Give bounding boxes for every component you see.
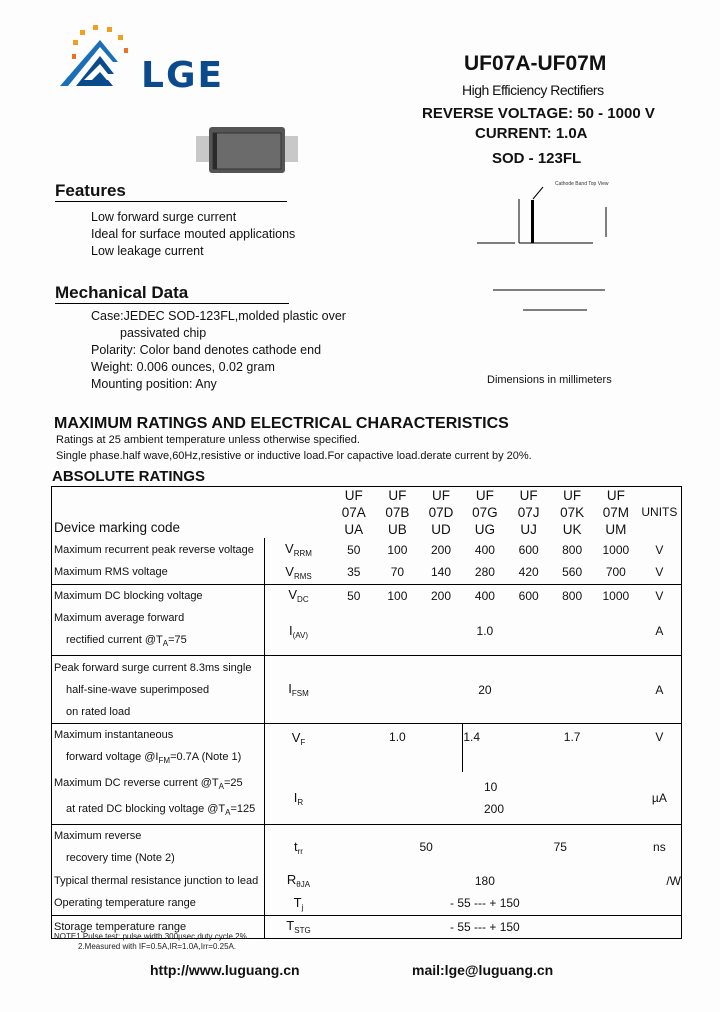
- table-row: Maximum DC blocking voltage $V_{DC}$ 50 100 200 400 600 800 1000 V: [52, 584, 682, 607]
- feature-item: Low forward surge current: [91, 210, 237, 224]
- features-heading: Features: [55, 181, 287, 202]
- mechanical-item: Weight: 0.006 ounces, 0.02 gram: [91, 360, 275, 374]
- part-col-b: UF 07B UB: [385, 488, 410, 537]
- reverse-voltage: REVERSE VOLTAGE: 50 - 1000 V: [422, 105, 655, 122]
- ratings-note-1: Ratings at 25 ambient temperature unless otherwise specified.: [56, 434, 360, 446]
- mechanical-item: Mounting position: Any: [91, 377, 217, 391]
- absolute-ratings-heading: ABSOLUTE RATINGS: [52, 468, 206, 485]
- table-row: Maximum DC reverse current $@T_A=25$ at rated DC blocking voltage $@T_A=125$ $I_R$ 10 200 µA: [52, 772, 682, 825]
- table-row: Storage temperature range $T_{STG}$ - 55 --- + 150: [52, 915, 682, 938]
- table-row: Maximum recurrent peak reverse voltage $V_{RRM}$ 50 100 200 400 600 800 1000 V: [52, 538, 682, 561]
- brand-name: LGE: [141, 55, 225, 96]
- mechanical-heading: Mechanical Data: [55, 283, 289, 304]
- table-row: Maximum RMS voltage $V_{RMS}$ 35 70 140 280 420 560 700 V: [52, 561, 682, 584]
- package-name: SOD - 123FL: [492, 150, 582, 167]
- email-link[interactable]: mail:lge@luguang.cn: [412, 962, 554, 978]
- footnote-1: NOTE1.Pulse test: pulse width 300µsec,duty cycle 2%.: [54, 932, 249, 941]
- table-row: Maximum reverse recovery time (Note 2) $t_{rr}$ 50 75 ns: [52, 825, 682, 870]
- ratings-heading: MAXIMUM RATINGS AND ELECTRICAL CHARACTERISTICS: [54, 415, 509, 432]
- ratings-table: [51, 486, 682, 939]
- table-row: Maximum average forward rectified current $@T_A=75$ $I_{(AV)}$ 1.0 A: [52, 607, 682, 656]
- units-header: UNITS: [641, 505, 678, 519]
- cathode-band-label: Cathode Band Top View: [555, 181, 609, 187]
- mechanical-item: Case:JEDEC SOD-123FL,molded plastic over: [91, 309, 346, 323]
- ratings-note-2: Single phase.half wave,60Hz,resistive or inductive load.For capactive load.derate current by 20%.: [56, 450, 532, 462]
- mechanical-list: [91, 308, 346, 393]
- lge-logo-icon: [58, 22, 133, 88]
- current-rating: CURRENT: 1.0A: [475, 125, 588, 142]
- mechanical-item: Polarity: Color band denotes cathode end: [91, 343, 322, 357]
- table-row: Typical thermal resistance junction to lead $R_{\theta JA}$ 180 /W: [52, 869, 682, 892]
- marking-label: Device marking code: [54, 520, 181, 535]
- feature-item: Low leakage current: [91, 244, 204, 258]
- table-row: Peak forward surge current 8.3ms single half-sine-wave superimposedon rated load $I_{FSM}$ 20 A: [52, 656, 682, 724]
- part-col-a: UF 07A UA: [341, 488, 366, 537]
- part-col-g: UF 07G UG: [472, 488, 498, 537]
- feature-item: Ideal for surface mouted applications: [91, 227, 296, 241]
- part-col-j: UF 07J UJ: [517, 488, 540, 537]
- mechanical-item: passivated chip: [120, 326, 207, 340]
- footnote-2: 2.Measured with IF=0.5A,IR=1.0A,Irr=0.25A.: [78, 942, 237, 951]
- part-range-title: UF07A-UF07M: [464, 52, 607, 75]
- dimension-drawing: [415, 175, 615, 370]
- subtitle: High Efficiency Rectifiers: [462, 82, 604, 98]
- dimensions-caption: Dimensions in millimeters: [487, 374, 612, 386]
- table-row: Maximum instantaneous forward voltage $@I_{FM}=0.7A$ (Note 1) $V_F$ 1.0 1.4 1.7 V: [52, 724, 682, 773]
- features-list: [91, 209, 295, 260]
- part-col-d: UF 07D UD: [428, 488, 454, 537]
- part-col-m: UF 07M UM: [602, 488, 629, 537]
- part-col-k: UF 07K UK: [560, 488, 585, 537]
- table-header-row: [52, 487, 682, 539]
- website-link[interactable]: http://www.luguang.cn: [150, 962, 300, 978]
- table-row: Operating temperature range $T_j$ - 55 --- + 150: [52, 892, 682, 915]
- diode-package-image: [196, 127, 298, 173]
